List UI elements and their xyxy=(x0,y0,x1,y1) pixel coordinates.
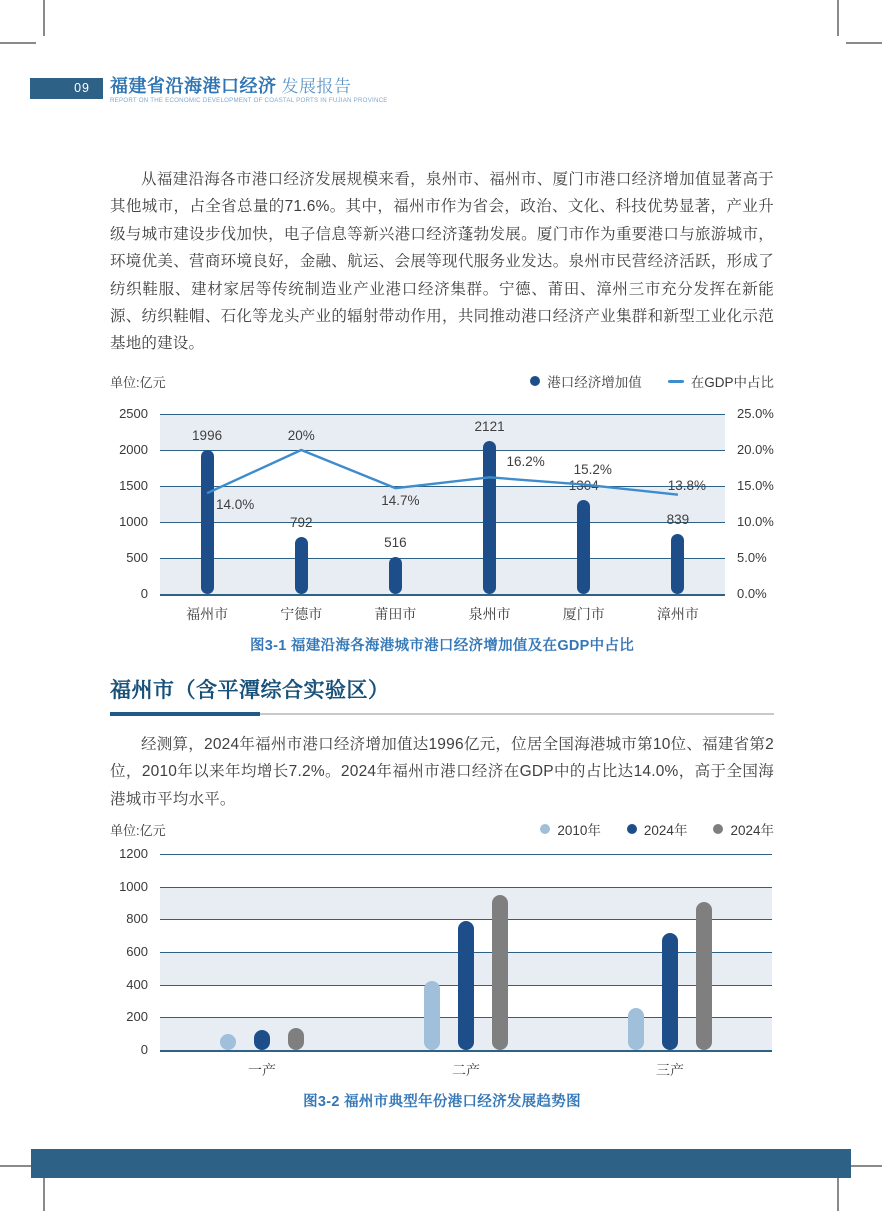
legend-item xyxy=(530,371,642,391)
legend-item xyxy=(540,819,601,839)
y-axis-label: 0 xyxy=(140,1041,148,1057)
bar xyxy=(662,933,678,1050)
line-value-label: 13.8% xyxy=(667,477,707,493)
y2-axis-label: 0.0% xyxy=(737,586,767,601)
dot-legend-marker xyxy=(540,824,550,834)
unit-label: 单位:亿元 xyxy=(110,822,166,838)
y-axis-label: 800 xyxy=(126,911,148,927)
grid-line xyxy=(160,594,725,596)
y-axis-label: 400 xyxy=(126,976,148,992)
section-title: 福州市（含平潭综合实验区） xyxy=(110,679,390,702)
report-title-suffix: 发展报告 xyxy=(281,77,352,96)
category-label: 福州市 xyxy=(186,606,229,622)
bar-value-label: 1996 xyxy=(192,428,223,444)
y2-axis-label: 25.0% xyxy=(737,406,774,421)
divider-blue-segment xyxy=(110,712,260,716)
section-heading-fuzhou xyxy=(110,677,774,716)
category-label: 泉州市 xyxy=(468,606,511,622)
y-axis-label: 2000 xyxy=(119,442,148,457)
plot-band xyxy=(160,887,772,920)
category-label: 漳州市 xyxy=(656,606,699,622)
y-axis-label: 600 xyxy=(126,943,148,959)
legend-item xyxy=(627,819,688,839)
figure-caption: 图3-1 福建沿海各海港城市港口经济增加值及在GDP中占比 xyxy=(249,638,635,654)
bar xyxy=(458,921,474,1050)
y-axis-label: 500 xyxy=(126,550,148,565)
section-divider xyxy=(110,712,774,716)
legend-label: 港口经济增加值 xyxy=(547,375,642,390)
line-value-label: 15.2% xyxy=(573,461,612,477)
crop-mark xyxy=(846,42,882,44)
y-axis-label: 1000 xyxy=(119,878,148,894)
report-subtitle-en: REPORT ON THE ECONOMIC DEVELOPMENT OF COASTAL PORTS IN FUJIAN PROVINCE xyxy=(110,97,388,104)
chart-plot-area xyxy=(110,846,774,1057)
legend-label: 在GDP中占比 xyxy=(690,375,774,390)
category-axis xyxy=(110,1056,774,1078)
bar xyxy=(628,1008,644,1050)
bar-value-label: 1304 xyxy=(568,478,599,494)
chart-legend xyxy=(530,371,774,391)
line-value-label: 14.7% xyxy=(381,493,420,509)
y-axis-label: 1500 xyxy=(119,478,148,493)
dot-legend-marker xyxy=(713,824,723,834)
plot-canvas xyxy=(160,854,772,1050)
bar xyxy=(220,1034,236,1050)
page-header xyxy=(30,78,606,109)
grid-line xyxy=(160,887,772,888)
line-value-label: 20% xyxy=(287,428,315,443)
category-axis xyxy=(110,600,774,622)
bar xyxy=(492,895,508,1050)
bar xyxy=(288,1028,304,1050)
chart-legend xyxy=(540,819,774,839)
plot-canvas xyxy=(160,414,725,594)
body-paragraph-2: 经测算，2024年福州市港口经济增加值达1996亿元，位居全国海港城市第10位、福建省第2位，2010年以来年均增长7.2%。2024年福州市港口经济在GDP中的占比达14.0%，高于全国海港城市平均水平。 xyxy=(110,736,774,808)
y-axis-label: 0 xyxy=(140,586,148,601)
figure-caption: 图3-2 福州市典型年份港口经济发展趋势图 xyxy=(303,1093,581,1110)
crop-mark xyxy=(837,0,839,36)
bar xyxy=(424,981,440,1050)
legend-label: 2024年 xyxy=(643,823,688,838)
report-title-block xyxy=(110,76,606,109)
crop-mark xyxy=(846,1165,882,1167)
category-label: 二产 xyxy=(452,1061,480,1078)
crop-mark xyxy=(0,42,36,44)
category-label: 三产 xyxy=(656,1061,684,1078)
bar xyxy=(696,902,712,1050)
page-number-badge: 09 xyxy=(30,78,103,99)
category-label: 宁德市 xyxy=(280,606,323,622)
y-axis-label: 1000 xyxy=(119,514,148,529)
y-axis-label: 1200 xyxy=(119,846,148,861)
legend-item xyxy=(713,819,774,839)
footer-color-band xyxy=(31,1149,851,1178)
grid-line xyxy=(160,1050,772,1052)
dot-legend-marker xyxy=(530,376,540,386)
chart-plot-area xyxy=(110,406,774,601)
chart-header-row xyxy=(110,818,774,840)
category-label: 厦门市 xyxy=(562,606,605,622)
line-legend-marker xyxy=(668,380,684,383)
y2-axis-label: 10.0% xyxy=(737,514,774,529)
crop-mark xyxy=(43,0,45,36)
line-value-label: 16.2% xyxy=(506,454,545,470)
y2-axis-label: 15.0% xyxy=(737,478,774,493)
report-title xyxy=(110,76,606,97)
bar-value-label: 839 xyxy=(666,511,690,527)
y2-axis-label: 5.0% xyxy=(737,550,767,565)
bar-value-label: 792 xyxy=(289,514,313,530)
bar xyxy=(254,1030,270,1050)
legend-item xyxy=(668,371,774,391)
report-title-main: 福建省沿海港口经济 xyxy=(110,76,277,96)
dot-legend-marker xyxy=(627,824,637,834)
chart-header-row xyxy=(110,370,774,392)
body-paragraph-1: 从福建沿海各市港口经济发展规模来看，泉州市、福州市、厦门市港口经济增加值显著高于其他城市，占全省总量的71.6%。其中，福州市作为省会，政治、文化、科技优势显著，产业升级与城市建设步伐加快，电子信息等新兴港口经济蓬勃发展。厦门市作为重要港口与旅游城市，环境优美、营商环境良好，金融、航运、会展等现代服务业发达。泉州市民营经济活跃，形成了纺织鞋服、建材家居等传统制造业产业港口经济集群。宁德、莆田、漳州三市充分发挥在新能源、纺织鞋帽、石化等龙头产业的辐射带动作用，共同推动港口经济产业集群和新型工业化示范基地的建设。 xyxy=(110,171,774,353)
bar-value-label: 2121 xyxy=(474,419,505,435)
bar-value-label: 516 xyxy=(384,534,407,550)
line-value-label: 14.0% xyxy=(215,497,255,513)
grid-line xyxy=(160,854,772,855)
category-label: 莆田市 xyxy=(374,606,417,622)
y-axis-label: 2500 xyxy=(119,406,148,421)
chart-figure-3-2 xyxy=(110,818,774,1111)
y2-axis-label: 20.0% xyxy=(737,442,774,457)
legend-label: 2024年 xyxy=(730,823,774,838)
y-axis-label: 200 xyxy=(126,1009,148,1025)
unit-label: 单位:亿元 xyxy=(110,374,166,390)
category-label: 一产 xyxy=(248,1061,276,1078)
chart-figure-3-1 xyxy=(110,370,774,655)
legend-label: 2010年 xyxy=(557,823,601,838)
